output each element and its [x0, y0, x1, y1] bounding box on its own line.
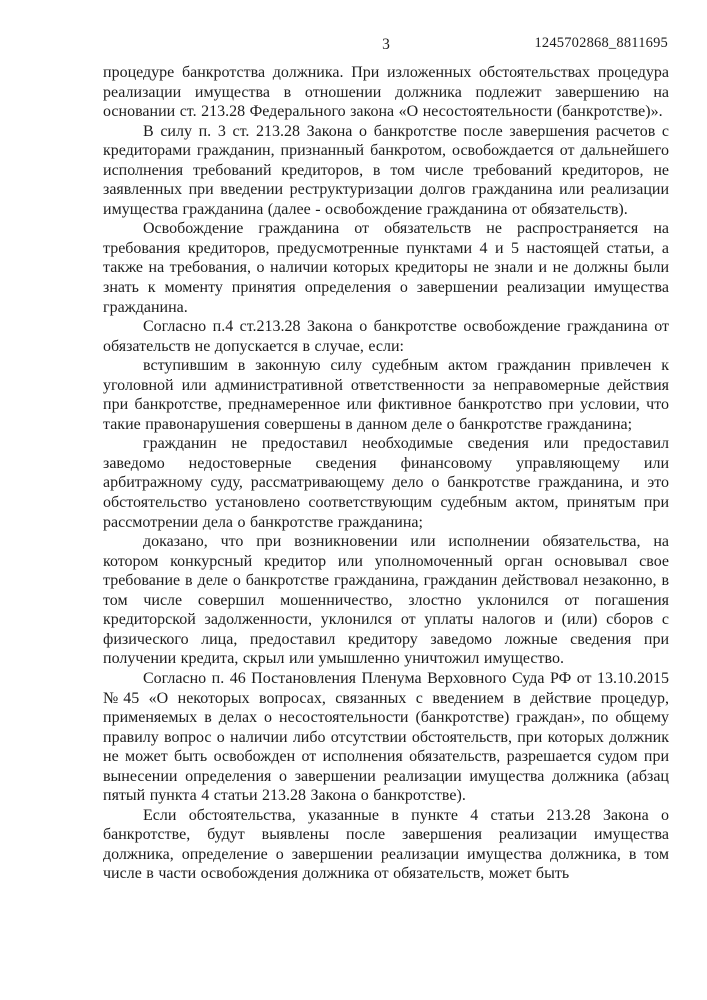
- page-number: 3: [382, 36, 390, 53]
- document-id: 1245702868_8811695: [534, 35, 668, 51]
- paragraph: доказано, что при возникновении или исполнении обязательства, на котором конкурсный кредитор или уполномоченный орган основывал свое требование в деле о банкротстве гражданина, гражданин действовал незаконно, в том числе совершил мошенничество, злостно уклонился от погашения кредиторской задолженности, уклонился от уплаты налогов и (или) сборов с физического лица, предоставил кредитору заведомо ложные сведения при получении кредита, скрыл или умышленно уничтожил имущество.: [103, 533, 669, 668]
- paragraph: вступившим в законную силу судебным актом гражданин привлечен к уголовной или административной ответственности за неправомерные действия при банкротстве, преднамеренное или фиктивное банкротство при условии, что такие правонарушения совершены в данном деле о банкротстве гражданина;: [103, 357, 669, 433]
- paragraph: Согласно п.4 ст.213.28 Закона о банкротстве освобождение гражданина от обязательств не допускается в случае, если:: [103, 318, 669, 355]
- paragraph: Если обстоятельства, указанные в пункте 4 статьи 213.28 Закона о банкротстве, будут выявлены после завершения реализации имущества должника, определение о завершении реализации имущества должника, в том числе в части освобождения должника от обязательств, может быть: [103, 806, 669, 883]
- paragraph: Освобождение гражданина от обязательств не распространяется на требования кредиторов, предусмотренные пунктами 4 и 5 настоящей статьи, а также на требования, о наличии которых кредиторы не знали и не должны были знать к моменту принятия определения о завершении реализации имущества гражданина.: [103, 220, 669, 316]
- paragraph: В силу п. 3 ст. 213.28 Закона о банкротстве после завершения расчетов с кредиторами гражданин, признанный банкротом, освобождается от дальнейшего исполнения требований кредиторов, в том числе требований кредиторов, не заявленных при введении реструктуризации долгов гражданина или реализации имущества гражданина (далее - освобождение гражданина от обязательств).: [103, 122, 669, 218]
- paragraph: Согласно п. 46 Постановления Пленума Верховного Суда РФ от 13.10.2015 №45 «О некоторых вопросах, связанных с введением в действие процедур, применяемых в делах о несостоятельности (банкротстве) граждан», по общему правилу вопрос о наличии либо отсутствии обстоятельств, при которых должник не может быть освобожден от исполнения обязательств, разрешается судом при вынесении определения о завершении реализации имущества должника (абзац пятый пункта 4 статьи 213.28 Закона о банкротстве).: [103, 669, 669, 805]
- document-body: [103, 63, 669, 884]
- paragraph: процедуре банкротства должника. При изложенных обстоятельствах процедура реализации имущества в отношении должника подлежит завершению на основании ст. 213.28 Федерального закона «О несостоятельности (банкротстве)».: [103, 64, 669, 121]
- paragraph: гражданин не предоставил необходимые сведения или предоставил заведомо недостоверные сведения финансовому управляющему или арбитражному суду, рассматривающему дело о банкротстве гражданина, и это обстоятельство установлено соответствующим судебным актом, принятым при рассмотрении дела о банкротстве гражданина;: [103, 435, 669, 531]
